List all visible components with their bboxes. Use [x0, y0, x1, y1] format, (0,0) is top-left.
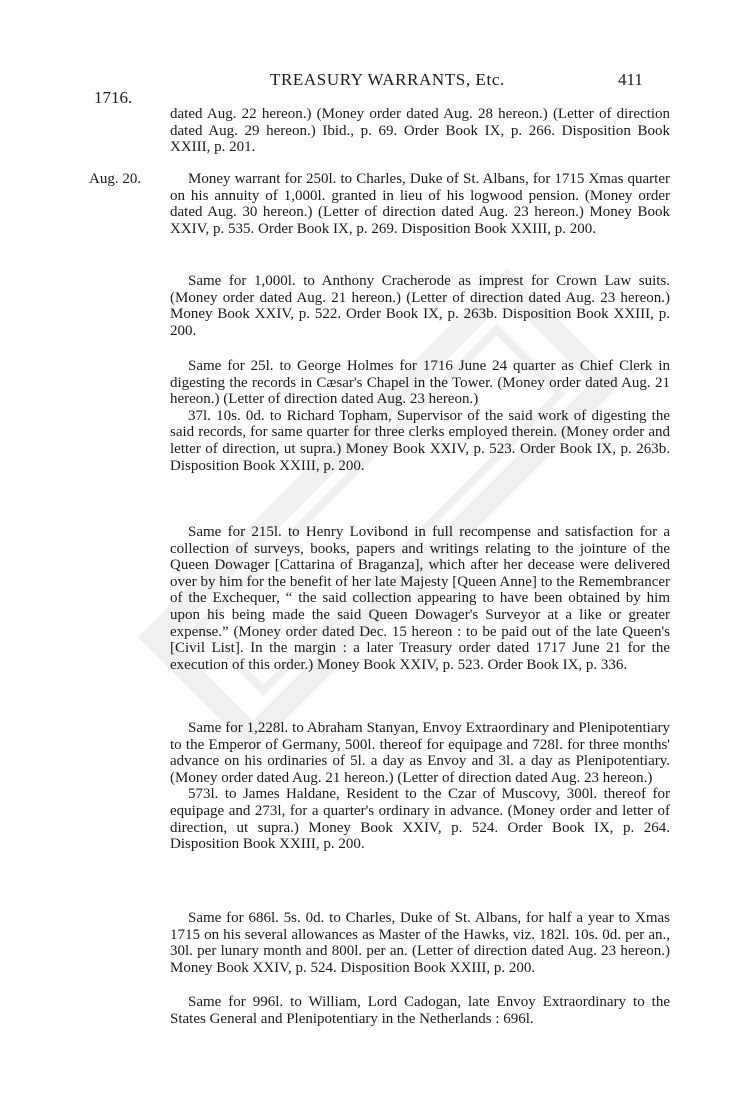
entry-subtext: 573l. to James Haldane, Resident to the Czar of Muscovy, 300l. thereof for equipage and 273l, for a quarter's ordinary in advance. (Money order and letter of direction, ut supra.) Money Book XXIV, p. 524. Order Book IX, p. 264. Disposition Book XXIII, p. 200. — [170, 786, 670, 853]
entry-cadogan — [170, 994, 670, 1027]
entry-date: Aug. 20. — [89, 171, 142, 187]
entry-continuation — [170, 106, 670, 156]
entry-subtext: 37l. 10s. 0d. to Richard Topham, Supervisor of the said work of digesting the said records, for same quarter for three clerks employed therein. (Money order and letter of direction, ut supra.) Money Book XXIV, p. 523. Order Book IX, p. 263b. Disposition Book XXIII, p. 200. — [170, 407, 670, 474]
entry-st-albans-hawks — [170, 910, 670, 976]
running-title: TREASURY WARRANTS, Etc. — [270, 70, 505, 89]
entry-lovibond — [170, 524, 670, 673]
entry-text: Same for 1,228l. to Abraham Stanyan, Envoy Extraordinary and Plenipotentiary to the Emperor of Germany, 500l. thereof for equipage and 728l. for three months' advance on his ordinaries of 5l. a day as Envoy and 3l. a day as Plenipotentiary. (Money order dated Aug. 21 hereon.) (Letter of direction dated Aug. 23 hereon.) — [170, 720, 670, 786]
entry-text: dated Aug. 22 hereon.) (Money order dated Aug. 28 hereon.) (Letter of direction dated Aug. 29 hereon.) Ibid., p. 69. Order Book IX, p. 266. Disposition Book XXIII, p. 201. — [170, 106, 670, 156]
entry-holmes-topham — [170, 358, 670, 474]
page-number: 411 — [618, 70, 643, 89]
entry-text: Same for 996l. to William, Lord Cadogan, late Envoy Extraordinary to the States General and Plenipotentiary in the Netherlands : 696l. — [170, 994, 670, 1027]
page-header — [0, 70, 754, 107]
entry-text: Money warrant for 250l. to Charles, Duke of St. Albans, for 1715 Xmas quarter on his annuity of 1,000l. granted in lieu of his logwood pension. (Money order dated Aug. 30 hereon.) (Letter of direction dated Aug. 23 hereon.) Money Book XXIV, p. 535. Order Book IX, p. 269. Disposition Book XXIII, p. 200. — [170, 171, 670, 237]
entry-cracherode — [170, 273, 670, 339]
entry-text: Same for 1,000l. to Anthony Cracherode as imprest for Crown Law suits. (Money order dated Aug. 21 hereon.) (Letter of direction dated Aug. 23 hereon.) Money Book XXIV, p. 522. Order Book IX, p. 263b. Disposition Book XXIII, p. 200. — [170, 273, 670, 339]
entry-text: Same for 215l. to Henry Lovibond in full recompense and satisfaction for a collection of surveys, books, papers and writings relating to the jointure of the Queen Dowager [Cattarina of Braganza], which after her decease were delivered over by him for the benefit of her late Majesty [Queen Anne] to the Remembrancer of the Exchequer, “ the said collection appearing to have been obtained by him upon his being made the said Queen Dowager's Surveyor at a like or greater expense.” (Money order dated Dec. 15 hereon : to be paid out of the late Queen's [Civil List]. In the margin : a later Treasury order dated 1717 June 21 for the execution of this order.) Money Book XXIV, p. 523. Order Book IX, p. 336. — [170, 524, 670, 673]
entry-stanyan-haldane — [170, 720, 670, 853]
entry-text: Same for 686l. 5s. 0d. to Charles, Duke of St. Albans, for half a year to Xmas 1715 on his several allowances as Master of the Hawks, viz. 182l. 10s. 0d. per an., 30l. per lunary month and 800l. per an. (Letter of direction dated Aug. 23 hereon.) Money Book XXIV, p. 524. Disposition Book XXIII, p. 200. — [170, 910, 670, 976]
entry-text: Same for 25l. to George Holmes for 1716 June 24 quarter as Chief Clerk in digesting the records in Cæsar's Chapel in the Tower. (Money order dated Aug. 21 hereon.) (Letter of direction dated Aug. 23 hereon.) — [170, 358, 670, 408]
year-label: 1716. — [94, 88, 133, 107]
entry-money-warrant — [170, 171, 670, 237]
